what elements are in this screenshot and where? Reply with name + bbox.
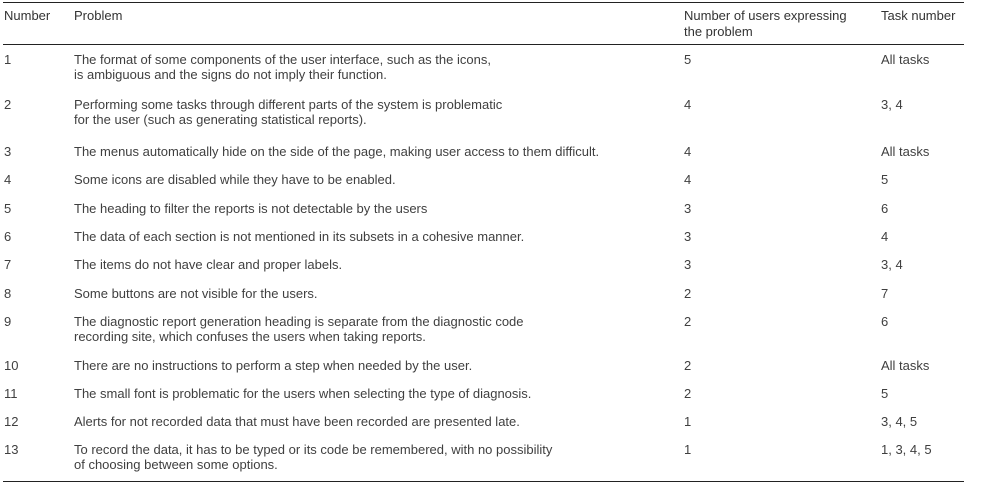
- row-users: 4: [684, 144, 692, 159]
- row-problem: The items do not have clear and proper labels.: [74, 257, 343, 272]
- row-number: 6: [4, 229, 12, 244]
- row-users: 4: [684, 97, 692, 112]
- row-task: 3, 4, 5: [881, 414, 918, 429]
- row-task: 3, 4: [881, 97, 903, 112]
- row-number: 9: [4, 314, 12, 329]
- row-users: 2: [684, 286, 692, 301]
- row-problem: To record the data, it has to be typed or its code be remembered, with no possibility: [74, 442, 553, 457]
- header-users-line2: the problem: [684, 24, 753, 39]
- row-problem: The data of each section is not mentioned in its subsets in a cohesive manner.: [74, 229, 525, 244]
- row-problem-cont: of choosing between some options.: [74, 457, 278, 472]
- row-problem: The format of some components of the user interface, such as the icons,: [74, 52, 491, 67]
- row-task: 5: [881, 172, 889, 187]
- row-problem: There are no instructions to perform a step when needed by the user.: [74, 358, 473, 373]
- header-task-number: Task number: [881, 8, 956, 23]
- row-users: 2: [684, 386, 692, 401]
- row-task: 3, 4: [881, 257, 903, 272]
- row-task: 5: [881, 386, 889, 401]
- row-users: 3: [684, 257, 692, 272]
- table-bottom-rule: [3, 481, 964, 482]
- row-number: 7: [4, 257, 12, 272]
- row-problem: The heading to filter the reports is not detectable by the users: [74, 201, 428, 216]
- row-users: 5: [684, 52, 692, 67]
- row-number: 8: [4, 286, 12, 301]
- row-problem-cont: for the user (such as generating statistical reports).: [74, 112, 367, 127]
- row-task: All tasks: [881, 358, 930, 373]
- row-task: 6: [881, 201, 889, 216]
- row-task: All tasks: [881, 144, 930, 159]
- header-number: Number: [4, 8, 51, 23]
- row-users: 3: [684, 229, 692, 244]
- row-task: 7: [881, 286, 889, 301]
- row-number: 12: [4, 414, 19, 429]
- row-users: 3: [684, 201, 692, 216]
- header-problem: Problem: [74, 8, 123, 23]
- row-number: 3: [4, 144, 12, 159]
- table-header-rule: [3, 44, 964, 45]
- header-users-line1: Number of users expressing: [684, 8, 847, 23]
- row-number: 4: [4, 172, 12, 187]
- row-task: 4: [881, 229, 889, 244]
- row-users: 2: [684, 314, 692, 329]
- row-number: 1: [4, 52, 12, 67]
- row-number: 11: [4, 386, 18, 401]
- row-number: 5: [4, 201, 12, 216]
- row-users: 2: [684, 358, 692, 373]
- row-problem: Some buttons are not visible for the users.: [74, 286, 318, 301]
- row-problem: The menus automatically hide on the side of the page, making user access to them difficult.: [74, 144, 600, 159]
- row-problem-cont: is ambiguous and the signs do not imply their function.: [74, 67, 387, 82]
- row-problem: The small font is problematic for the users when selecting the type of diagnosis.: [74, 386, 532, 401]
- row-number: 2: [4, 97, 12, 112]
- row-problem: The diagnostic report generation heading is separate from the diagnostic code: [74, 314, 524, 329]
- row-task: All tasks: [881, 52, 930, 67]
- row-task: 6: [881, 314, 889, 329]
- row-task: 1, 3, 4, 5: [881, 442, 932, 457]
- row-problem: Performing some tasks through different parts of the system is problematic: [74, 97, 503, 112]
- row-users: 1: [684, 442, 692, 457]
- table-top-rule: [3, 2, 964, 3]
- row-problem: Some icons are disabled while they have to be enabled.: [74, 172, 396, 187]
- row-problem-cont: recording site, which confuses the users when taking reports.: [74, 329, 426, 344]
- row-users: 1: [684, 414, 692, 429]
- row-number: 13: [4, 442, 19, 457]
- row-number: 10: [4, 358, 19, 373]
- row-problem: Alerts for not recorded data that must have been recorded are presented late.: [74, 414, 520, 429]
- row-users: 4: [684, 172, 692, 187]
